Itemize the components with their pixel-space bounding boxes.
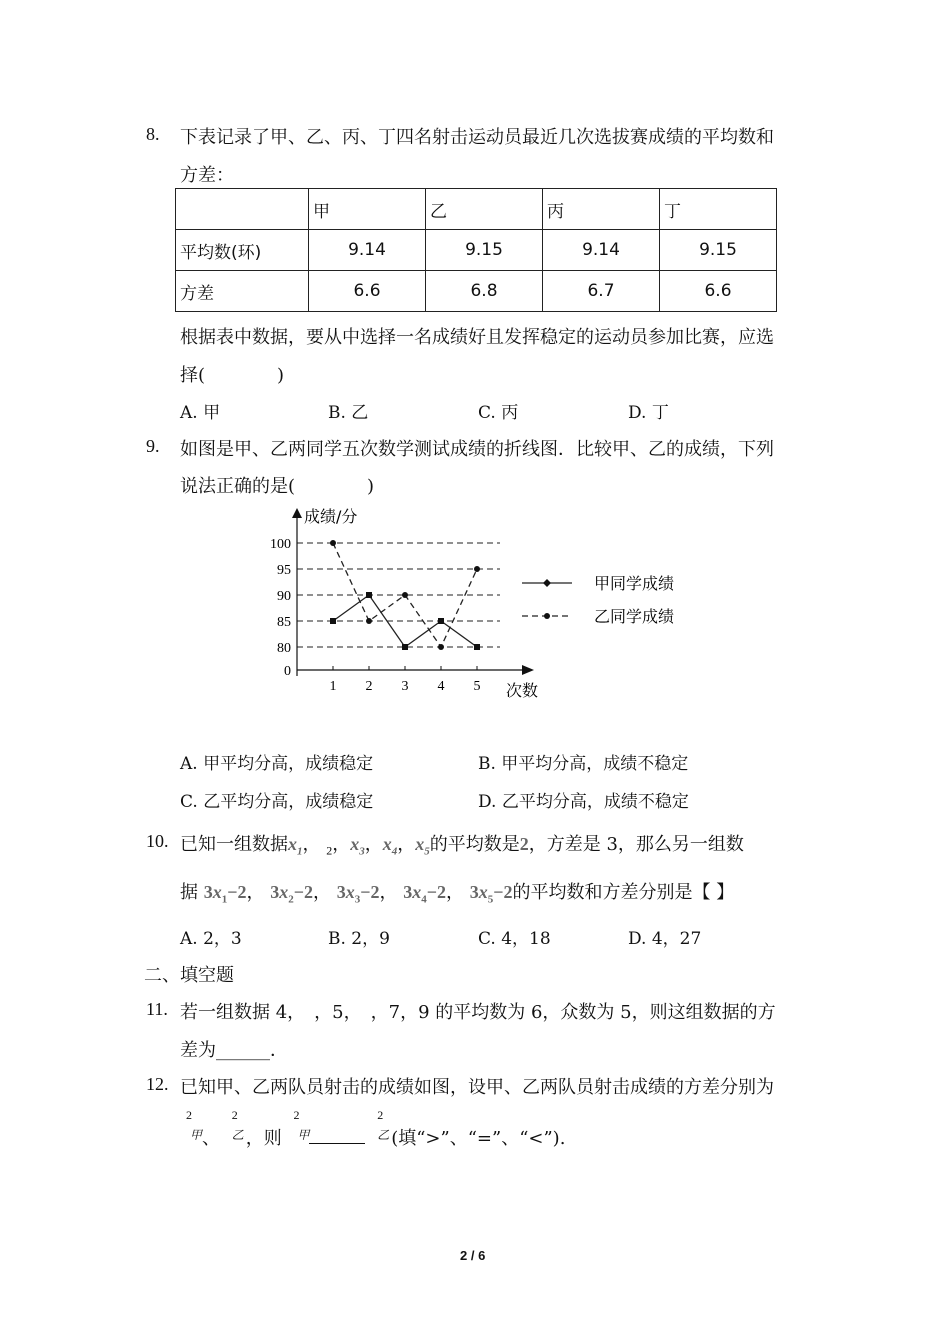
table-cell: 平均数(环) bbox=[176, 230, 309, 271]
chart-y-tick-label: 90 bbox=[277, 589, 291, 604]
q8-after-line1: 根据表中数据，要从中选择一名成绩好且发挥稳定的运动员参加比赛，应选 bbox=[180, 327, 774, 348]
q9-option-a[interactable]: A. 甲平均分高，成绩稳定 bbox=[180, 754, 374, 774]
q10-expr-2: $3x_2-2$ bbox=[270, 882, 313, 906]
table-cell: 9.14 bbox=[543, 230, 660, 271]
q9-option-b[interactable]: B. 甲平均分高，成绩不稳定 bbox=[478, 754, 689, 774]
table-cell: 方差 bbox=[176, 271, 309, 312]
chart-data-point bbox=[330, 540, 336, 546]
chart-x-tick-label: 3 bbox=[401, 679, 409, 694]
q10-var-x1: $x_1$ bbox=[288, 834, 303, 858]
q12-line2: 2 甲 、 2 乙 ，则 2 甲 2 乙 (填“>”、“=”、“<”). bbox=[180, 1108, 565, 1148]
q9-line-chart bbox=[260, 500, 700, 710]
q12-number: 12. bbox=[146, 1074, 169, 1094]
q10-mean: 2 bbox=[519, 834, 529, 854]
q8-after-line2: 择( ) bbox=[180, 365, 285, 386]
chart-legend-label: 乙同学成绩 bbox=[594, 607, 675, 626]
table-header-row bbox=[176, 189, 777, 230]
chart-data-point bbox=[438, 618, 444, 624]
q12-line1: 已知甲、乙两队员射击的成绩如图，设甲、乙两队员射击成绩的方差分别为 bbox=[180, 1077, 774, 1098]
q8-stem-line2: 方差： bbox=[180, 165, 234, 186]
q11-line1: 若一组数据 4， ，5， ，7，9 的平均数为 6，众数为 5，则这组数据的方 bbox=[180, 1002, 776, 1023]
q11-number: 11. bbox=[146, 999, 168, 1019]
q9-stem-line2: 说法正确的是( ) bbox=[180, 476, 375, 497]
q10-var-x4: $x_4$ bbox=[382, 834, 398, 858]
q10-expr-1: $3x_1-2$ bbox=[203, 882, 247, 906]
table-cell: 甲 bbox=[309, 189, 426, 230]
q10-var-x5: $x_5$ bbox=[415, 834, 430, 858]
section-title: 二、填空题 bbox=[144, 965, 234, 986]
table-cell: 乙 bbox=[426, 189, 543, 230]
chart-series-line bbox=[333, 595, 477, 647]
chart-x-axis-label: 次数 bbox=[506, 681, 539, 700]
q8-stem-line1: 下表记录了甲、乙、丙、丁四名射击运动员最近几次选拔赛成绩的平均数和 bbox=[180, 127, 774, 148]
q11-line2: 差为______． bbox=[180, 1040, 288, 1061]
q9-stem-line1: 如图是甲、乙两同学五次数学测试成绩的折线图．比较甲、乙的成绩，下列 bbox=[180, 439, 774, 460]
q9-number: 9. bbox=[146, 436, 160, 456]
table-cell: 丙 bbox=[543, 189, 660, 230]
chart-y-axis-label: 成绩/分 bbox=[304, 507, 358, 526]
q8-option-c[interactable]: C. 丙 bbox=[478, 403, 519, 423]
table-cell: 6.6 bbox=[309, 271, 426, 312]
table-row bbox=[176, 271, 777, 312]
q10-expr-4: $3x_4-2$ bbox=[403, 882, 446, 906]
chart-data-point bbox=[474, 566, 480, 572]
chart-data-point bbox=[366, 592, 372, 598]
q8-number: 8. bbox=[146, 124, 160, 144]
chart-y-tick-label: 0 bbox=[284, 664, 291, 679]
q9-option-c[interactable]: C. 乙平均分高，成绩稳定 bbox=[180, 792, 374, 812]
q8-option-a[interactable]: A. 甲 bbox=[180, 403, 221, 423]
q10-expr-3: $3x_3-2$ bbox=[336, 882, 380, 906]
chart-x-tick-label: 1 bbox=[329, 679, 337, 694]
chart-data-point bbox=[402, 592, 408, 598]
q10-var-x3: $x_3$ bbox=[350, 834, 365, 858]
table-cell: 6.8 bbox=[426, 271, 543, 312]
table-row bbox=[176, 230, 777, 271]
q10-number: 10. bbox=[146, 831, 169, 851]
q10-option-c[interactable]: C. 4，18 bbox=[478, 929, 551, 949]
q12-answer-blank[interactable] bbox=[309, 1127, 365, 1144]
q10-line1: 已知一组数据$x_1$， $_2$，$x_3$，$x_4$，$x_5$的平均数是2，方差是 3，那么另一组数 bbox=[180, 834, 744, 858]
q12-var-jia: 2 甲 bbox=[186, 1108, 203, 1142]
chart-data-point bbox=[474, 644, 480, 650]
chart-y-axis-arrow bbox=[292, 508, 302, 518]
table-cell: 6.7 bbox=[543, 271, 660, 312]
table-cell: 9.15 bbox=[660, 230, 777, 271]
chart-x-tick-label: 5 bbox=[473, 679, 481, 694]
q10-option-a[interactable]: A. 2，3 bbox=[180, 929, 242, 949]
chart-data-point bbox=[402, 644, 408, 650]
chart-x-tick-label: 2 bbox=[365, 679, 373, 694]
q10-option-b[interactable]: B. 2，9 bbox=[328, 929, 390, 949]
table-cell: 丁 bbox=[660, 189, 777, 230]
table-cell: 9.15 bbox=[426, 230, 543, 271]
q12-var-yi2: 2 乙 bbox=[377, 1108, 390, 1142]
chart-y-tick-label: 85 bbox=[277, 615, 291, 630]
table-cell: 6.6 bbox=[660, 271, 777, 312]
q12-var-jia2: 2 甲 bbox=[293, 1108, 310, 1142]
q10-text: 已知一组数据 bbox=[180, 834, 288, 855]
chart-legend-label: 甲同学成绩 bbox=[594, 574, 675, 593]
chart-y-tick-label: 95 bbox=[277, 563, 291, 578]
q9-option-d[interactable]: D. 乙平均分高，成绩不稳定 bbox=[478, 792, 689, 812]
q10-var-x2-sub: 2 bbox=[326, 843, 333, 858]
chart-data-point bbox=[330, 618, 336, 624]
q10-option-d[interactable]: D. 4，27 bbox=[628, 929, 702, 949]
q10-line2: 据 $3x_1-2$， $3x_2-2$， $3x_3-2$， $3x_4-2$， $3x_5-2$的平均数和方差分别是【 】 bbox=[180, 882, 735, 906]
q8-stats-table bbox=[175, 188, 777, 312]
page-number: 2 / 6 bbox=[460, 1248, 486, 1263]
q12-var-yi: 2 乙 bbox=[231, 1108, 244, 1142]
chart-legend-marker bbox=[543, 579, 551, 587]
chart-y-tick-label: 100 bbox=[270, 537, 291, 552]
chart-data-point bbox=[438, 644, 444, 650]
chart-legend-marker bbox=[544, 613, 550, 619]
chart-y-tick-label: 80 bbox=[277, 641, 291, 656]
table-cell: 9.14 bbox=[309, 230, 426, 271]
q8-option-b[interactable]: B. 乙 bbox=[328, 403, 369, 423]
table-cell bbox=[176, 189, 309, 230]
chart-x-tick-label: 4 bbox=[437, 679, 445, 694]
q8-option-d[interactable]: D. 丁 bbox=[628, 403, 669, 423]
chart-x-axis-arrow bbox=[522, 665, 534, 675]
q10-expr-5: $3x_5-2$ bbox=[469, 882, 513, 906]
chart-data-point bbox=[366, 618, 372, 624]
